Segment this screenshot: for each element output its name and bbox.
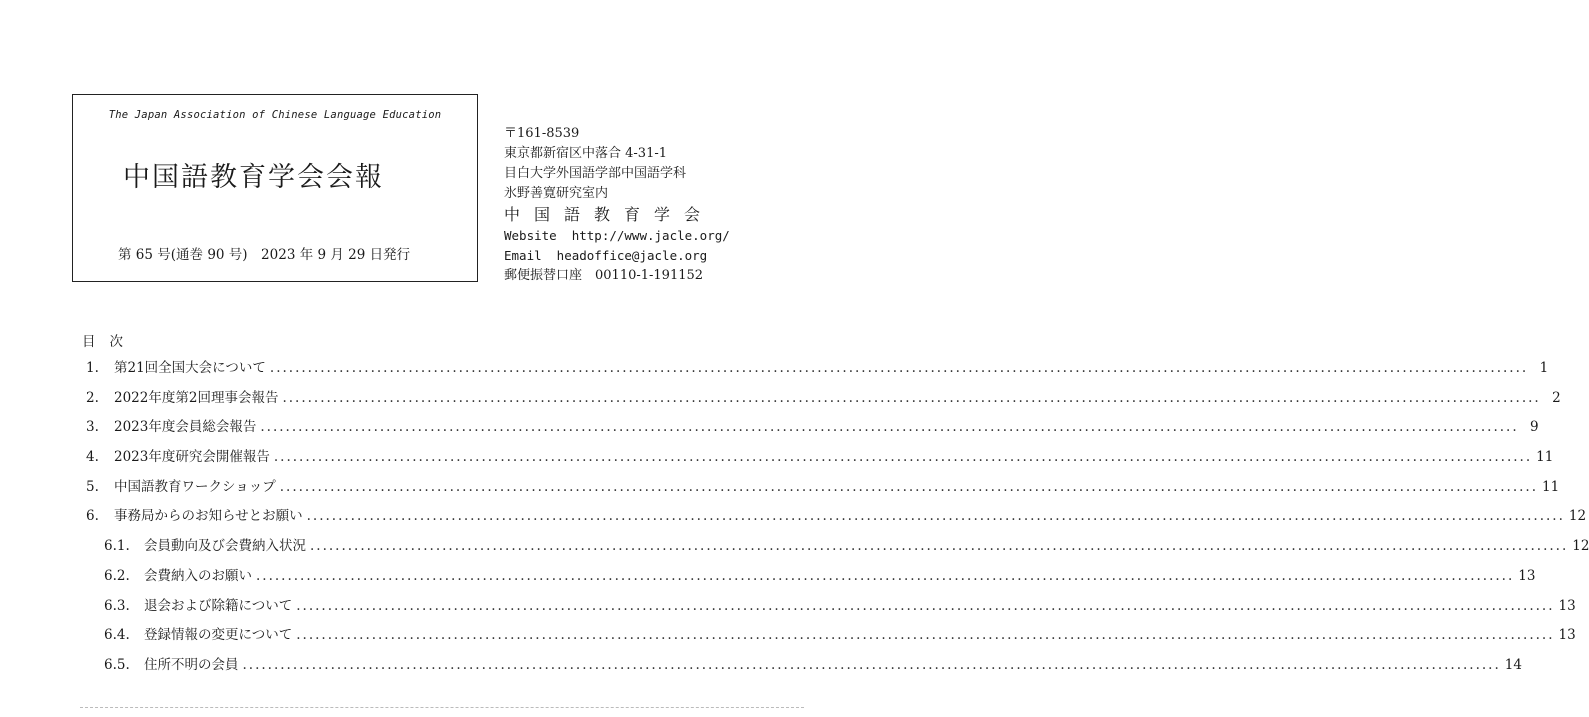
title-box (72, 94, 478, 282)
address-block (504, 124, 730, 286)
bulletin-title: 中国語教育学会会報 (123, 162, 384, 193)
toc-leader-dots: ........................................................................................................................................................................................................ (310, 538, 1569, 555)
toc-entry-page: 11 (1542, 478, 1560, 495)
toc-entry-number: 3. (86, 419, 99, 436)
toc-entry (86, 386, 1561, 416)
toc-entry-page: 12 (1572, 538, 1589, 555)
toc-entry (86, 564, 1536, 594)
toc-entry (86, 534, 1589, 564)
bottom-divider (80, 707, 804, 708)
department: 目白大学外国語学部中国語学科 (504, 166, 687, 181)
toc-leader-dots: ........................................................................................................................................................................................................ (296, 597, 1555, 614)
toc-entry-number: 1. (86, 360, 99, 376)
street-address: 東京都新宿区中落合 4-31-1 (504, 146, 668, 161)
toc-entry-title: 第21回全国大会について (114, 360, 266, 376)
toc-entry-title: 会員動向及び会費納入状況 (144, 538, 306, 555)
toc-entry-number: 6.3. (104, 597, 130, 614)
toc-entry (86, 504, 1587, 534)
office: 氷野善寛研究室内 (504, 186, 609, 201)
toc-entry (86, 415, 1539, 445)
toc-entry-page: 11 (1536, 449, 1554, 466)
toc-entry (86, 653, 1522, 683)
toc-entry-page: 13 (1558, 597, 1576, 614)
toc-entry-title: 2023年度研究会開催報告 (114, 449, 270, 466)
toc-entry-title: 退会および除籍について (144, 597, 293, 614)
toc-leader-dots: ........................................................................................................................................................................................................ (256, 567, 1515, 584)
toc-entry-page: 9 (1530, 419, 1539, 436)
toc-leader-dots: ........................................................................................................................................................................................................ (242, 656, 1501, 673)
toc-entry-title: 2023年度会員総会報告 (114, 419, 257, 436)
toc-entry-page: 2 (1552, 389, 1561, 406)
toc-leader-dots: ........................................................................................................................................................................................................ (269, 360, 1529, 376)
toc-entry-page: 1 (1539, 360, 1549, 376)
toc-entry-title: 中国語教育ワークショップ (114, 478, 276, 495)
toc-entry-page: 12 (1568, 508, 1587, 525)
toc-entry-number: 6.5. (104, 656, 130, 673)
toc-entry (86, 445, 1554, 475)
toc-entry-number: 6.2. (104, 567, 130, 584)
organization-name: 中国語教育学会 (504, 205, 715, 224)
toc-entry (86, 623, 1576, 653)
toc-entry-title: 2022年度第2回理事会報告 (114, 389, 279, 406)
issue-line: 第 65 号(通巻 90 号) 2023 年 9 月 29 日発行 (118, 247, 411, 263)
toc-entry-page: 13 (1518, 567, 1536, 584)
postal-code: 〒161-8539 (504, 126, 580, 141)
association-english-name: The Japan Association of Chinese Language Education (108, 109, 442, 121)
toc-leader-dots: ........................................................................................................................................................................................................ (296, 627, 1555, 644)
toc-leader-dots: ........................................................................................................................................................................................................ (279, 478, 1538, 495)
toc-leader-dots: ........................................................................................................................................................................................................ (273, 449, 1533, 466)
toc-entry-title: 事務局からのお知らせとお願い (114, 508, 303, 525)
toc-entry-number: 6.1. (104, 538, 130, 555)
toc-leader-dots: ........................................................................................................................................................................................................ (260, 419, 1519, 436)
toc-entry-number: 4. (86, 449, 99, 466)
email-line: Email headoffice@jacle.org (504, 248, 708, 263)
website-line: Website http://www.jacle.org/ (504, 228, 730, 243)
toc-leader-dots: ........................................................................................................................................................................................................ (306, 508, 1565, 525)
toc-entry-title: 登録情報の変更について (144, 627, 293, 644)
postal-transfer-account: 郵便振替口座 00110-1-191152 (504, 268, 704, 283)
table-of-contents (86, 356, 1589, 683)
toc-entry-page: 13 (1558, 627, 1576, 644)
toc-entry-number: 2. (86, 389, 99, 406)
toc-entry-number: 6. (86, 508, 99, 525)
toc-entry-number: 6.4. (104, 627, 130, 644)
toc-entry-page: 14 (1504, 656, 1522, 673)
toc-leader-dots: ........................................................................................................................................................................................................ (282, 389, 1541, 406)
toc-entry-title: 住所不明の会員 (144, 656, 239, 673)
toc-entry (86, 475, 1560, 505)
toc-heading: 目次 (82, 334, 137, 350)
toc-entry-number: 5. (86, 478, 99, 495)
toc-entry (86, 594, 1576, 624)
toc-entry-title: 会費納入のお願い (144, 567, 252, 584)
toc-entry (86, 356, 1549, 386)
